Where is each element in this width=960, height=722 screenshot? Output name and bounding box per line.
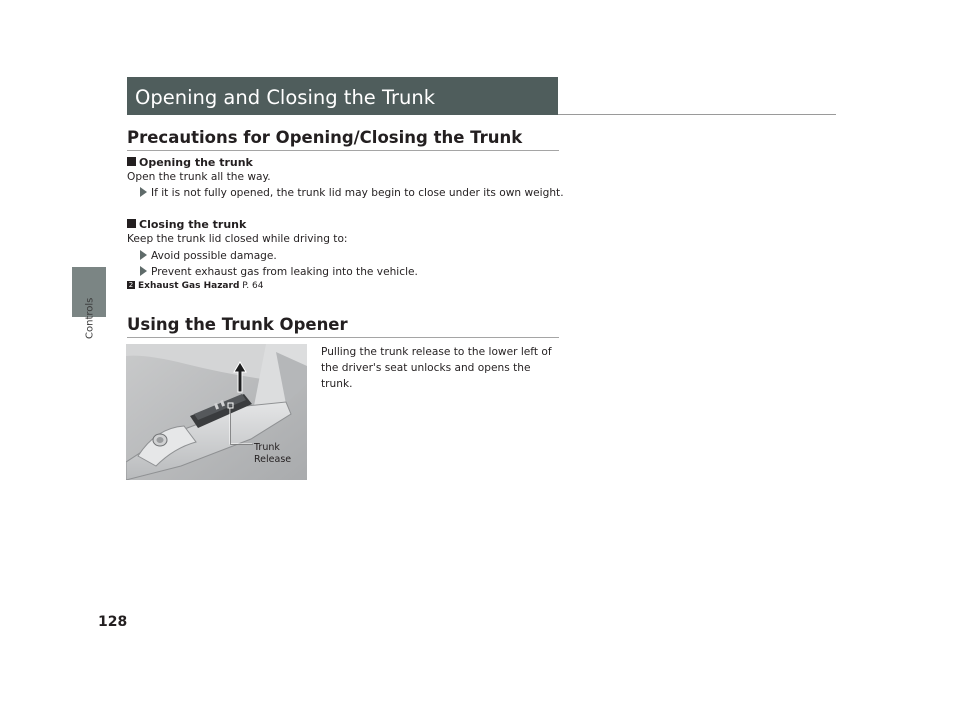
square-bullet-icon — [127, 219, 136, 228]
triangle-bullet-icon — [140, 187, 147, 197]
opener-description: Pulling the trunk release to the lower left of the driver's seat unlocks and opens the trunk. — [321, 346, 552, 390]
reference-page: P. 64 — [242, 281, 264, 291]
opening-text: Open the trunk all the way. — [127, 171, 271, 183]
opening-bullet-text: If it is not fully opened, the trunk lid may begin to close under its own weight. — [151, 187, 564, 199]
square-bullet-icon — [127, 157, 136, 166]
subheading-closing — [127, 218, 246, 231]
section-title-precautions: Precautions for Opening/Closing the Trunk — [127, 128, 559, 151]
sidebar-label: Controls — [84, 297, 96, 340]
closing-text: Keep the trunk lid closed while driving to: — [127, 233, 348, 245]
page-number: 128 — [98, 614, 128, 630]
trunk-release-callout — [254, 442, 291, 466]
chapter-rule — [558, 114, 836, 115]
closing-bullet-text: Avoid possible damage. — [151, 250, 277, 262]
section-title-opener: Using the Trunk Opener — [127, 315, 559, 338]
cross-reference[interactable] — [127, 281, 263, 291]
triangle-bullet-icon — [140, 250, 147, 260]
closing-bullet-2 — [140, 265, 418, 278]
subheading-closing-text: Closing the trunk — [139, 218, 247, 231]
chapter-title: Opening and Closing the Trunk — [127, 77, 558, 115]
closing-bullet-text: Prevent exhaust gas from leaking into the vehicle. — [151, 266, 418, 278]
opening-bullet — [140, 186, 564, 199]
closing-bullet-1 — [140, 249, 277, 262]
callout-line-2: Release — [254, 454, 292, 465]
reference-arrow-icon: 2 — [128, 281, 134, 289]
subheading-opening-text: Opening the trunk — [139, 156, 253, 169]
callout-line-1: Trunk — [254, 442, 280, 453]
reference-title: Exhaust Gas Hazard — [138, 281, 240, 291]
subheading-opening — [127, 156, 253, 169]
triangle-bullet-icon — [140, 266, 147, 276]
